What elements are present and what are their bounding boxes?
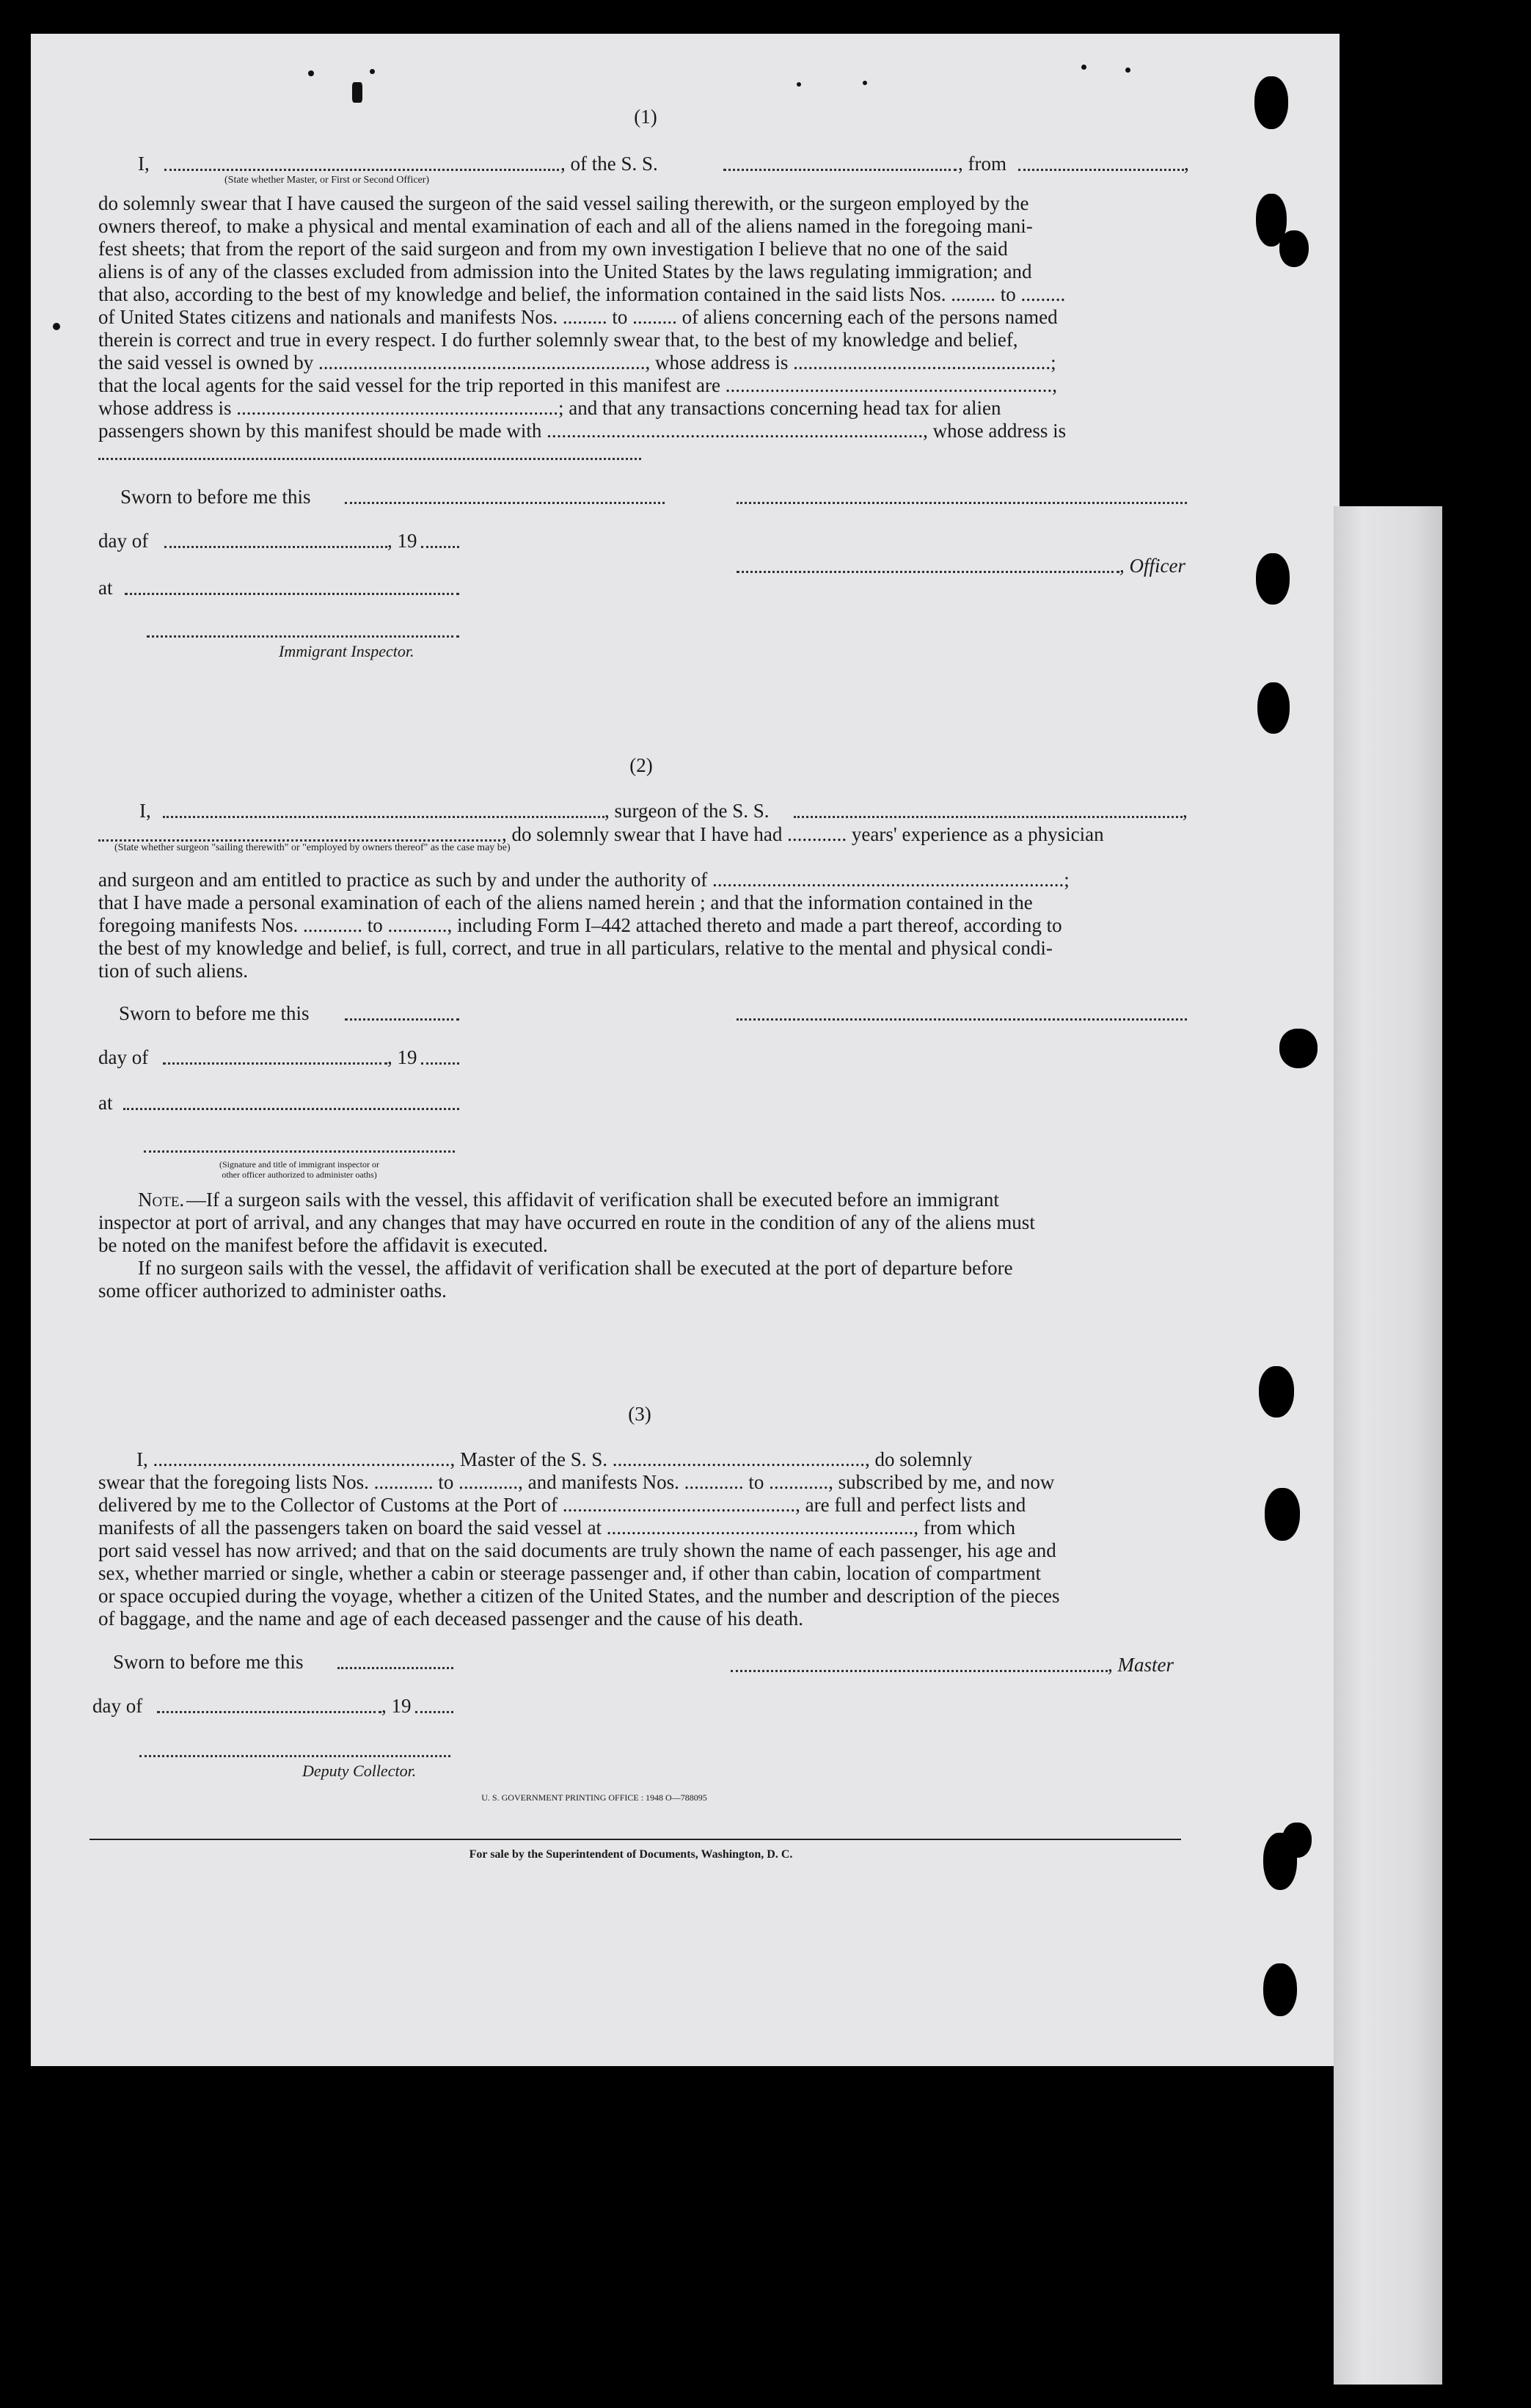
binder-hole (1263, 1963, 1297, 2016)
section-number: (2) (629, 754, 653, 776)
at-field[interactable] (125, 593, 459, 595)
note-heading: Note. (138, 1189, 185, 1211)
deputy-label: Deputy Collector. (302, 1762, 417, 1780)
line-end: , (1184, 153, 1189, 175)
from-label: , from (958, 153, 1006, 175)
body-line: swear that the foregoing lists Nos. ............ to ............, and manifests Nos. ............ to ............, subscribed by me, and now (98, 1471, 1055, 1493)
body-line: and surgeon and am entitled to practice as such by and under the authority of .......................................................................; (98, 869, 1070, 891)
speck (308, 70, 314, 76)
section-number: (1) (634, 106, 657, 128)
day-field[interactable] (164, 546, 387, 548)
body-line: that also, according to the best of my knowledge and belief, the information contained in the said lists Nos. ......... to ......... (98, 283, 1066, 305)
year-label: , 19 (381, 1695, 412, 1717)
sale-notice: For sale by the Superintendent of Documents, Washington, D. C. (469, 1848, 793, 1861)
sworn-label: Sworn to before me this (119, 1002, 310, 1024)
body-line: or space occupied during the voyage, whether a citizen of the United States, and the number and description of the pieces (98, 1585, 1060, 1607)
body-line: the best of my knowledge and belief, is full, correct, and true in all particulars, relative to the mental and physical condi- (98, 937, 1053, 959)
speck (863, 81, 867, 85)
paper-strip (1334, 506, 1442, 2385)
inspector-signature-field[interactable] (147, 635, 459, 638)
body-line: passengers shown by this manifest should be made with ............................................................................, whose address is (98, 420, 1067, 442)
of-the-ss-label: , of the S. S. (560, 153, 658, 175)
binder-hole (1254, 76, 1288, 129)
note-line: inspector at port of arrival, and any changes that may have occurred en route in the condition of any of the aliens must (98, 1211, 1035, 1233)
binder-hole (1257, 682, 1290, 734)
vessel-name-field[interactable] (723, 169, 957, 171)
at-field[interactable] (123, 1108, 459, 1110)
at-label: at (98, 577, 113, 599)
binder-hole (1265, 1488, 1300, 1541)
sworn-date-field[interactable] (337, 1667, 453, 1669)
signature-note: (Signature and title of immigrant inspector or (219, 1159, 379, 1170)
speck (1125, 68, 1130, 73)
line-end: , (1183, 800, 1188, 822)
at-label: at (98, 1092, 113, 1114)
body-line: that I have made a personal examination of each of the aliens named herein ; and that the information contained in the (98, 891, 1033, 913)
speck (352, 82, 362, 103)
body-line: fest sheets; that from the report of the said surgeon and from my own investigation I believe that no one of the said (98, 238, 1008, 260)
body-line: foregoing manifests Nos. ............ to ............, including Form I–442 attached thereto and made a part thereof, according to (98, 914, 1062, 936)
from-port-field[interactable] (1018, 169, 1184, 171)
body-line: delivered by me to the Collector of Customs at the Port of ..............................................., are full and perfect lists and (98, 1494, 1026, 1516)
body-line: aliens is of any of the classes excluded from admission into the United States by the laws regulating immigration; and (98, 260, 1032, 282)
year-label: , 19 (387, 530, 417, 552)
master-signature-field[interactable] (731, 1670, 1108, 1672)
sworn-label: Sworn to before me this (113, 1651, 304, 1673)
body-line: manifests of all the passengers taken on board the said vessel at .............................................................., from which (98, 1517, 1016, 1539)
day-field[interactable] (163, 1062, 387, 1065)
sworn-date-field[interactable] (345, 502, 665, 504)
signature-line[interactable] (737, 1018, 1187, 1021)
note-line: some officer authorized to administer oaths. (98, 1280, 447, 1302)
master-note: (State whether Master, or First or Second Officer) (224, 175, 430, 186)
surgeon-note: (State whether surgeon "sailing therewith" or "employed by owners thereof" as the case may be) (114, 842, 511, 853)
body-line: that the local agents for the said vessel for the trip reported in this manifest are .................................................................., (98, 374, 1057, 396)
body-line: I, ............................................................, Master of the S. S. ..................................................., do solemnly (136, 1448, 973, 1470)
oath-i: I, (138, 153, 150, 175)
vessel-name-field[interactable] (794, 816, 1183, 818)
binder-hole (1279, 230, 1309, 267)
address-field[interactable] (98, 458, 641, 460)
day-field[interactable] (157, 1711, 381, 1713)
body-line: sex, whether married or single, whether a cabin or steerage passenger and, if other than cabin, location of compartment (98, 1562, 1042, 1584)
master-label: , Master (1108, 1654, 1174, 1676)
surgeon-of-ss-label: , surgeon of the S. S. (604, 800, 770, 822)
year-field[interactable] (421, 546, 459, 548)
body-line: tion of such aliens. (98, 960, 248, 982)
inspector-label: Immigrant Inspector. (279, 642, 414, 660)
body-line: do solemnly swear that I have caused the surgeon of the said vessel sailing therewith, or the surgeon employed by the (98, 192, 1029, 214)
collector-signature-field[interactable] (139, 1755, 450, 1757)
note-line: —If a surgeon sails with the vessel, this affidavit of verification shall be executed before an immigrant (186, 1189, 999, 1211)
body-line: port said vessel has now arrived; and that on the said documents are truly shown the name of each passenger, his age and (98, 1539, 1056, 1561)
binder-hole (1279, 1029, 1318, 1068)
binder-hole (1259, 1366, 1294, 1418)
footer-rule (89, 1839, 1181, 1840)
speck (1081, 65, 1086, 70)
body-line: of baggage, and the name and age of each deceased passenger and the cause of his death. (98, 1608, 804, 1630)
inspector-signature-field[interactable] (144, 1150, 455, 1153)
signature-line[interactable] (737, 502, 1187, 504)
master-name-field[interactable] (164, 169, 559, 171)
day-of-label: day of (98, 1046, 149, 1068)
printing-office-line: U. S. GOVERNMENT PRINTING OFFICE : 1948 O—788095 (481, 1792, 707, 1803)
surgeon-status-field[interactable] (98, 839, 500, 842)
year-field[interactable] (415, 1711, 453, 1713)
binder-hole (1282, 1823, 1312, 1858)
body-line: owners thereof, to make a physical and mental examination of each and all of the aliens named in the foregoing mani- (98, 215, 1033, 237)
speck (797, 82, 801, 87)
year-label: , 19 (387, 1046, 417, 1068)
speck (53, 323, 60, 330)
sworn-date-field[interactable] (345, 1018, 459, 1021)
surgeon-name-field[interactable] (163, 816, 604, 818)
speck (370, 69, 375, 74)
note-line: If no surgeon sails with the vessel, the affidavit of verification shall be executed at the port of departure before (138, 1257, 1013, 1279)
day-of-label: day of (92, 1695, 143, 1717)
body-line: whose address is .................................................................; and that any transactions concerning head tax for alien (98, 397, 1001, 419)
experience-line: , do solemnly swear that I have had ............ years' experience as a physician (502, 823, 1104, 845)
binder-hole (1256, 553, 1290, 605)
section-number: (3) (628, 1403, 651, 1425)
day-of-label: day of (98, 530, 149, 552)
body-line: the said vessel is owned by .................................................................., whose address is ....................................................; (98, 351, 1056, 373)
note-line: be noted on the manifest before the affidavit is executed. (98, 1234, 548, 1256)
body-line: of United States citizens and nationals and manifests Nos. ......... to ......... of aliens concerning each of the persons named (98, 306, 1058, 328)
sworn-label: Sworn to before me this (120, 486, 311, 508)
year-field[interactable] (421, 1062, 459, 1065)
officer-label: , Officer (1119, 555, 1185, 577)
body-line: therein is correct and true in every respect. I do further solemnly swear that, to the best of my knowledge and belief, (98, 329, 1018, 351)
officer-signature-field[interactable] (737, 571, 1119, 573)
oath-i: I, (139, 800, 151, 822)
signature-note: other officer authorized to administer oaths) (222, 1170, 377, 1180)
